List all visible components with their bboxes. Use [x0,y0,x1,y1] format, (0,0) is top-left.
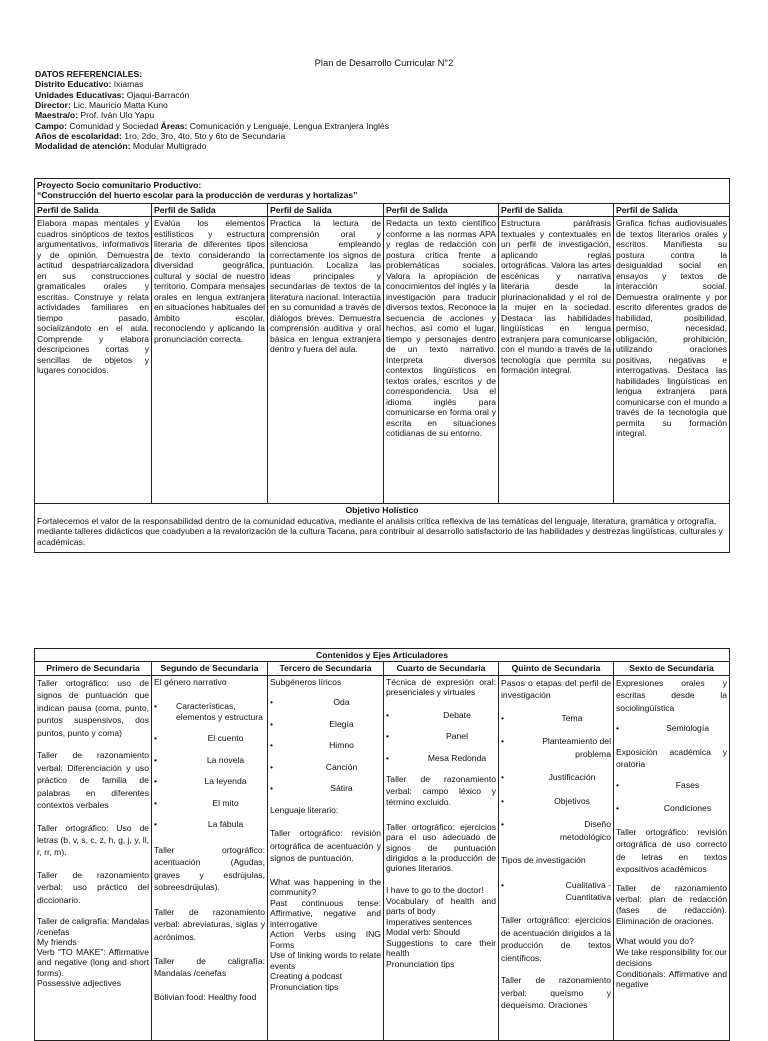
perfil-header: Perfil de Salida [499,204,614,217]
list-item: • Canción [270,761,358,772]
content-paragraph: What was happening in the community? [270,876,381,898]
datos-heading: DATOS REFERENCIALES: [35,69,143,79]
bullet-icon: • [154,797,158,808]
content-line: Conditionals: Affirmative and negative [616,968,727,990]
grade-header-1: Primero de Secundaria [35,662,152,675]
proyecto-label: Proyecto Socio comunitario Productivo: [37,180,202,190]
objetivo-cell [35,504,730,553]
bullet-icon: • [270,783,274,794]
content-line: Pronunciation tips [386,958,455,969]
list-item: • La novela [154,754,245,765]
datos-row-maestro: Maestra/o: Prof. Iván Ulo Yapu [35,110,155,121]
list-item: • Sátira [270,783,353,794]
datos-referenciales [35,69,735,152]
page-title: Plan de Desarrollo Curricular N°2 [314,57,454,68]
bullet-icon: • [501,819,505,830]
grade-header-6: Sexto de Secundaria [614,662,730,675]
bullet-icon: • [616,723,620,734]
bullet-icon: • [501,736,505,747]
content-paragraph: Taller ortográfico: revisión ortográfica de uso correcto de letras en textos expositivos académicos [616,826,727,874]
objetivo-title: Objetivo Holístico [345,505,419,516]
content-line: What would you do? [616,936,694,947]
bullet-icon: • [154,701,158,712]
content-paragraph: Taller ortográfico: ejercicios de acentuación dirigidos a la producción de textos científicos. [501,915,611,963]
contenidos-title: Contenidos y Ejes Articuladores [35,649,730,662]
content-line: Use of linking words to relate events [270,950,381,971]
content-paragraph: Taller de razonamiento verbal: Diferenciación y uso práctico de familia de palabras en diferentes contextos verbales [37,750,149,811]
content-paragraph: Lenguaje literario: [270,804,339,815]
perfil-header: Perfil de Salida [384,204,499,217]
content-line: Suggestions to care their health [386,937,496,959]
perfil-col-6: Grafica fichas audiovisuales de textos literarios orales y escritos. Manifiesta su postura contra la desigualdad social en ensayos y textos de interacción social. Demuestra oralmente y por escrito diferentes grados de habilidad, posibilidad, permiso, necesidad, obligación, prohibición, utilizando oraciones positivas, negativas e interrogativas. Destaca las habilidades lingüísticas en lengua extranjera para comunicarse con el mundo a través de la tecnología que permita su formación integral. [614,217,730,504]
content-line: Modal verb: Should [386,927,461,938]
list-item: • Panel [386,731,468,742]
content-paragraph: Taller ortográfico: ejercicios para el uso adecuado de signos de puntuación dirigidos a la producción de guiones literarios. [386,821,496,874]
perfil-col-1: Elabora mapas mentales y cuadros sinópticos de textos argumentativos, informativos y de opinión. Demuestra actitud despatriarcalizadora en sus construcciones gramaticales orales y escritas. Construye y relata actividades familiares en tiempo pasado, socializándolo en el aula. Comprende y elabora descripciones cortas y sencillas de objetos y lugares conocidos. [35,217,152,504]
content-paragraph: Taller ortográfico: acentuación (Agudas, graves y esdrújulas, sobreesdrújulas). [154,844,265,893]
perfil-header: Perfil de Salida [152,204,268,217]
datos-row-distrito: Distrito Educativo: Ixiamas [35,79,144,90]
bullet-icon: • [154,754,158,765]
proyecto-cell [35,179,730,204]
content-line: Vocabulary of health and parts of body [386,895,496,917]
list-item: • Debate [386,709,471,720]
content-paragraph: El género narrativo [154,676,227,687]
bullet-icon: • [270,761,274,772]
list-item: • Fases [616,779,700,790]
bullet-icon: • [386,709,390,720]
bullet-icon: • [616,803,620,814]
list-item: • Himno [270,740,354,751]
list-item: • La leyenda [154,776,247,787]
content-paragraph: Subgéneros líricos [270,676,342,687]
content-line: Pronunciation tips [270,981,339,992]
contenidos-col-3 [268,675,384,1040]
content-line: Action Verbs using ING Forms [270,929,381,950]
content-paragraph: Taller ortográfico: revisión ortográfica de acentuación y signos de puntuación. [270,828,381,864]
content-paragraph: Taller de razonamiento verbal: queísmo y dequeísmo. Oraciones [501,975,611,1011]
grade-header-2: Segundo de Secundaria [152,662,268,675]
datos-row-anios: Años de escolaridad: 1ro, 2do, 3ro, 4to, 5to y 6to de Secundaria [35,130,286,141]
content-line: Creating a podcast [270,971,343,982]
content-paragraph: Taller de razonamiento verbal: abreviaturas, siglas y acrónimos. [154,906,265,942]
perfil-col-2: Evalúa los elementos estilísticos y estructura literaria de diferentes tipos de texto considerando la diversidad geográfica, cultural y social de nuestro territorio. Compara mensajes orales en lengua extranjera en situaciones habituales del ámbito escolar, reconociendo y aplicando la pronunciación correcta. [152,217,268,504]
content-line: We take responsibility for our decisions [616,947,727,968]
bullet-icon: • [270,718,274,729]
content-paragraph: Taller ortográfico: Uso de letras (b, v, s, c, z, h, g, j, y, ll, r, rr, m). [37,822,149,858]
bullet-icon: • [616,779,620,790]
list-item: • Justificación [501,772,596,783]
bullet-icon: • [154,819,158,830]
perfil-header: Perfil de Salida [614,204,730,217]
bullet-icon: • [154,776,158,787]
list-item: • Diseño metodológico [501,819,611,842]
datos-row-unidades: Unidades Educativas: Ojaqui-Barracón [35,89,190,100]
datos-row-modalidad: Modalidad de atención: Modular Multigrado [35,141,207,152]
bullet-icon: • [501,795,505,806]
list-item: • Semiología [616,723,709,734]
datos-row-campo: Campo: Comunidad y Sociedad Áreas: Comunicación y Lenguaje, Lengua Extranjera Inglés [35,120,390,131]
perfil-col-4: Redacta un texto científico conforme a las normas APA y reglas de redacción con postura crítica frente a problemáticas sociales. Valora la apropiación de conocimientos del inglés y la investigación para traducir diversos textos. Reconoce la secuencia de acciones y hechos, así como el lugar, tiempo y personajes dentro de un texto narrativo. Interpreta diversos contextos lingüísticos en textos orales, escritos y de correspondencia. Usa el idioma inglés para comunicarse en forma oral y escrita en situaciones cotidianas de su entorno. [384,217,499,504]
grade-header-3: Tercero de Secundaria [268,662,384,675]
perfil-col-5: Estructura paráfrasis textuales y contextuales en un perfil de investigación, aplicando reglas ortográficas. Valora las artes escénicas y narrativa literaria desde la plurinacionalidad y el rol de la mujer en la sociedad. Destaca las habilidades lingüísticas en lengua extranjera para comunicarse con el mundo a través de la tecnología que permita su formación integral. [499,217,614,504]
bullet-icon: • [501,712,505,723]
contenidos-col-2 [152,675,268,1040]
bullet-icon: • [386,752,390,763]
perfil-header: Perfil de Salida [35,204,152,217]
grade-header-4: Cuarto de Secundaria [384,662,499,675]
content-paragraph: Tipos de investigación [501,855,586,866]
perfil-header: Perfil de Salida [268,204,384,217]
content-line: I have to go to the doctor! [386,885,484,896]
content-line: Past continuous tense: Affirmative, negative and interrogative [270,897,381,929]
bullet-icon: • [501,772,505,783]
list-item: • Condiciones [616,803,712,814]
list-item: • Elegía [270,718,354,729]
content-paragraph: Taller ortográfico: uso de signos de puntuación que indican pausa (coma, punto, puntos suspensivos, dos puntos, punto y coma) [37,677,149,738]
list-item: • Planteamiento del problema [501,736,611,759]
content-paragraph: Taller de caligrafía: Mandalas /cenefas [37,916,149,937]
contenidos-table [34,648,730,1041]
content-line: Verb “TO MAKE”: Affirmative and negative (long and short forms). [37,947,149,978]
contenidos-col-5 [499,675,614,1040]
content-line: Imperatives sentences [386,916,472,927]
proyecto-name: “Construcción del huerto escolar para la producción de verduras y hortalizas” [37,190,358,201]
list-item: • El mito [154,797,239,808]
list-item: • Mesa Redonda [386,752,487,763]
content-paragraph: Bolivian food: Healthy food [154,991,257,1002]
datos-row-director: Director: Lic. Mauricio Matta Kuno [35,99,168,110]
content-paragraph: Taller de caligrafía: Mandalas /cenefas [154,956,265,979]
content-line: My friends [37,936,77,947]
bullet-icon: • [501,879,505,890]
bullet-icon: • [270,697,274,708]
list-item: • Objetivos [501,795,590,806]
content-paragraph: Taller de razonamiento verbal: campo léxico y término excluido. [386,774,496,807]
bullet-icon: • [270,740,274,751]
content-paragraph: Taller de razonamiento verbal: uso práctico del diccionario. [37,869,149,905]
list-item: • La fábula [154,819,244,830]
content-line: Possessive adjectives [37,978,122,989]
bullet-icon: • [154,733,158,744]
list-item: • Características, elementos y estructura [154,701,263,722]
content-paragraph: Exposición académica y oratoria [616,746,727,770]
perfil-salida-table [34,178,730,553]
objetivo-text: Fortalecemos el valor de la responsabilidad dentro de la comunidad educativa, mediante el análisis crítica reflexiva de las temáticas del lenguaje, literatura, gramática y ortografía, mediante talleres didácticos que coadyuben a la revalorización de la cultura Tacana, para contribuir al desarrollo satisfactorio de las habilidades y destrezas lingüísticas, culturales y académicas. [37,515,723,547]
contenidos-col-1 [35,675,152,1040]
contenidos-col-4 [384,675,499,1040]
contenidos-col-6 [614,675,730,1040]
content-paragraph: Taller de razonamiento verbal: plan de redacción (fases de redacción). Eliminación de oraciones. [616,883,727,926]
content-paragraph: Expresiones orales y escritas desde la sociolingüística [616,677,727,713]
list-item: • Cualitativa - Cuantitativa [501,879,611,902]
content-paragraph: Pasos o etapas del perfil de investigación [501,677,611,701]
bullet-icon: • [386,731,390,742]
list-item: • El cuento [154,733,244,744]
grade-header-5: Quinto de Secundaria [499,662,614,675]
list-item: • Tema [501,712,583,723]
perfil-col-3: Practica la lectura de comprensión oral y silenciosa empleando correctamente los signos de puntuación. Localiza las ideas principales y secundarias de textos de la literatura nacional. Interactúa en su comunidad a través de diálogos breves. Demuestra comprensión auditiva y oral básica en lengua extranjera dentro y fuera del aula. [268,217,384,504]
list-item: • Oda [270,697,350,708]
content-paragraph: Técnica de expresión oral: presenciales y virtuales [386,676,496,698]
